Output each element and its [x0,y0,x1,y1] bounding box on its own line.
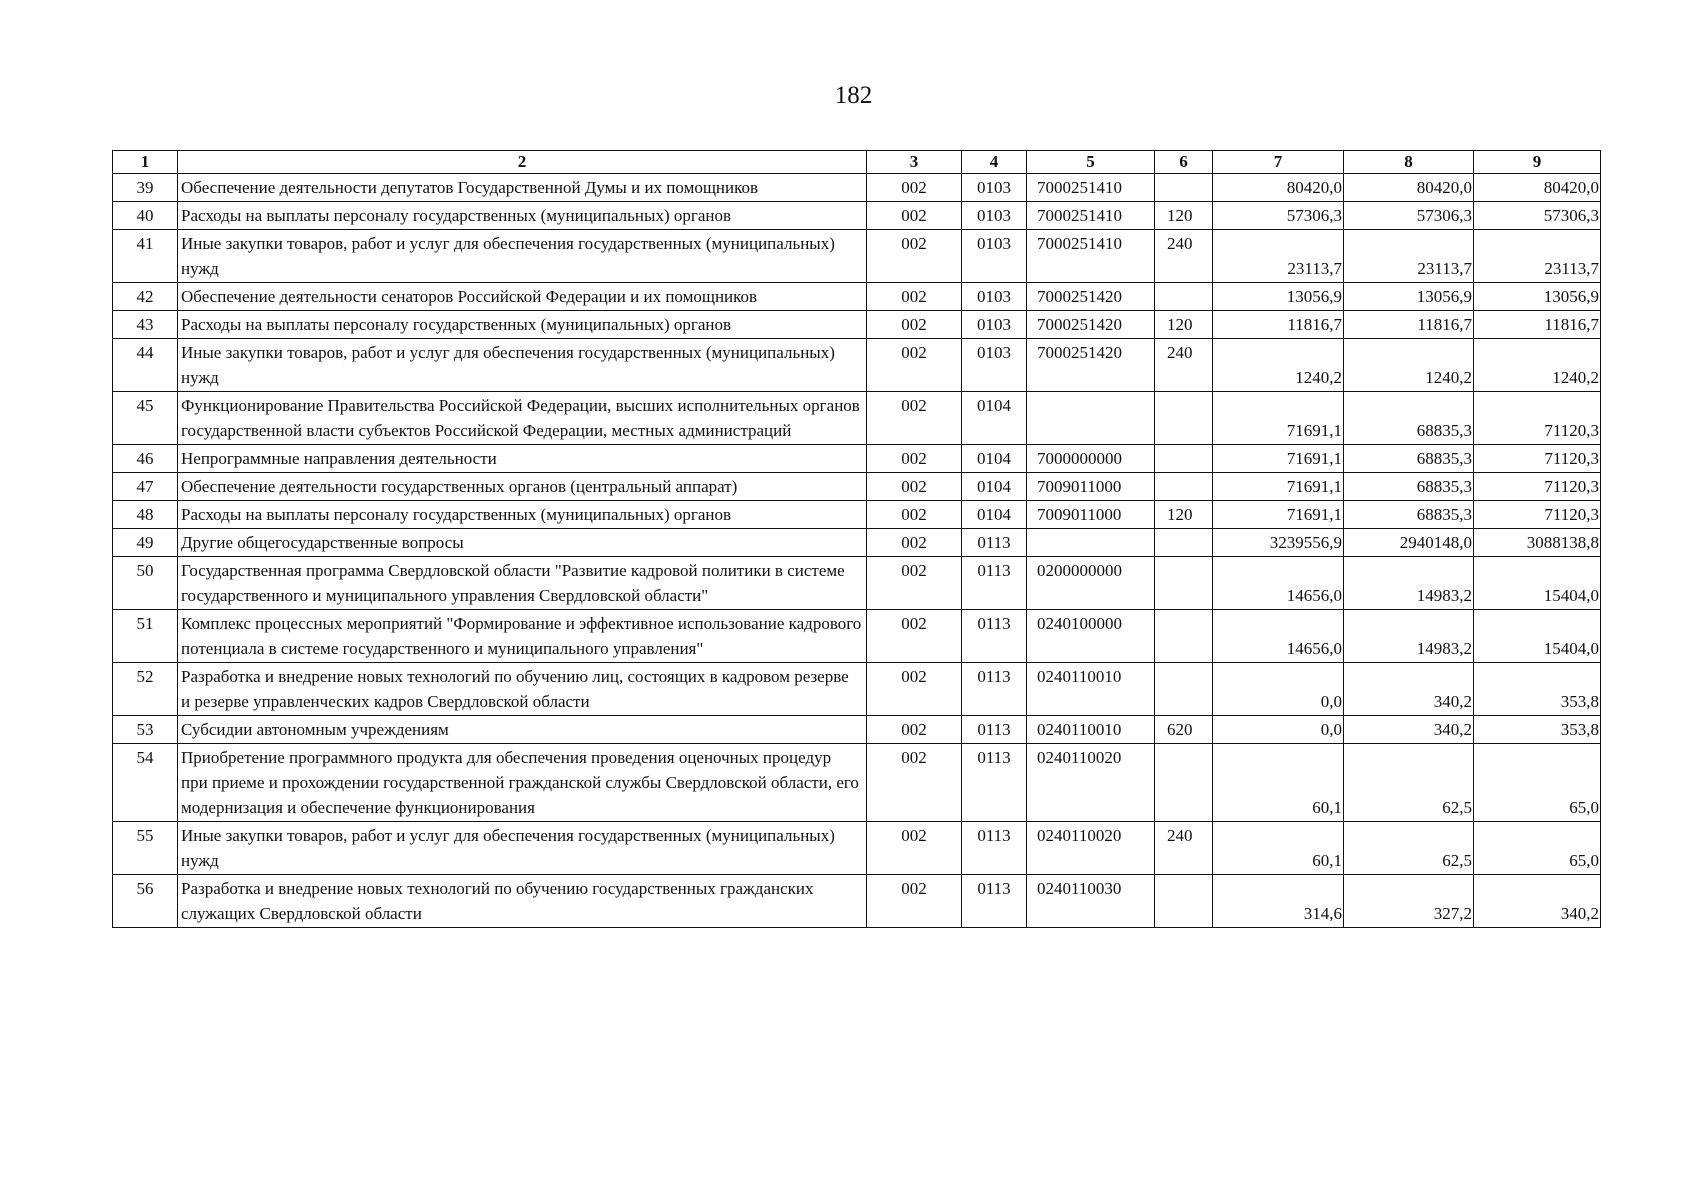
table-row [113,501,1601,529]
row-amount-3: 65,0 [1474,744,1601,822]
row-description: Разработка и внедрение новых технологий по обучению лиц, состоящих в кадровом резерве и резерве управленческих кадров Свердловской области [178,663,867,716]
row-number: 56 [113,875,178,928]
row-amount-1: 71691,1 [1213,392,1344,445]
row-target-article: 0240110010 [1027,663,1155,716]
row-ministry-code: 002 [867,174,962,202]
header-col-2: 2 [178,151,867,174]
row-ministry-code: 002 [867,610,962,663]
row-amount-1: 71691,1 [1213,473,1344,501]
row-section-code: 0113 [962,744,1027,822]
row-number: 50 [113,557,178,610]
row-amount-3: 13056,9 [1474,283,1601,311]
row-amount-1: 71691,1 [1213,501,1344,529]
row-description: Комплекс процессных мероприятий "Формирование и эффективное использование кадрового потенциала в системе государственного и муниципального управления" [178,610,867,663]
row-expense-type [1155,744,1213,822]
row-amount-2: 14983,2 [1344,557,1474,610]
row-section-code: 0103 [962,202,1027,230]
header-col-3: 3 [867,151,962,174]
row-amount-3: 57306,3 [1474,202,1601,230]
row-section-code: 0103 [962,339,1027,392]
header-col-7: 7 [1213,151,1344,174]
header-col-8: 8 [1344,151,1474,174]
table-row [113,557,1601,610]
row-number: 51 [113,610,178,663]
row-ministry-code: 002 [867,339,962,392]
row-description: Другие общегосударственные вопросы [178,529,867,557]
row-target-article: 0240110010 [1027,716,1155,744]
row-expense-type [1155,557,1213,610]
row-expense-type [1155,392,1213,445]
row-number: 49 [113,529,178,557]
row-amount-1: 1240,2 [1213,339,1344,392]
row-ministry-code: 002 [867,501,962,529]
row-number: 48 [113,501,178,529]
row-amount-2: 340,2 [1344,716,1474,744]
row-amount-1: 14656,0 [1213,557,1344,610]
row-target-article: 7000000000 [1027,445,1155,473]
row-description: Приобретение программного продукта для обеспечения проведения оценочных процедур при приеме и прохождении государственной гражданской службы Свердловской области, его модернизация и обеспечение функционирования [178,744,867,822]
table-row [113,473,1601,501]
row-ministry-code: 002 [867,230,962,283]
row-expense-type [1155,473,1213,501]
row-description: Иные закупки товаров, работ и услуг для обеспечения государственных (муниципальных) нужд [178,339,867,392]
row-target-article: 0240110020 [1027,744,1155,822]
row-section-code: 0113 [962,610,1027,663]
row-section-code: 0113 [962,822,1027,875]
row-amount-2: 68835,3 [1344,445,1474,473]
row-amount-2: 68835,3 [1344,473,1474,501]
row-ministry-code: 002 [867,473,962,501]
row-expense-type: 240 [1155,822,1213,875]
row-section-code: 0103 [962,311,1027,339]
row-amount-2: 13056,9 [1344,283,1474,311]
row-expense-type: 120 [1155,311,1213,339]
row-ministry-code: 002 [867,822,962,875]
row-amount-1: 0,0 [1213,716,1344,744]
row-ministry-code: 002 [867,557,962,610]
table-row [113,283,1601,311]
row-amount-3: 15404,0 [1474,557,1601,610]
budget-table [112,150,1601,928]
row-amount-3: 1240,2 [1474,339,1601,392]
row-description: Обеспечение деятельности государственных органов (центральный аппарат) [178,473,867,501]
row-amount-2: 327,2 [1344,875,1474,928]
row-section-code: 0113 [962,663,1027,716]
row-description: Обеспечение деятельности сенаторов Российской Федерации и их помощников [178,283,867,311]
table-row [113,822,1601,875]
row-description: Расходы на выплаты персоналу государственных (муниципальных) органов [178,202,867,230]
row-amount-3: 353,8 [1474,663,1601,716]
row-amount-2: 68835,3 [1344,392,1474,445]
row-expense-type [1155,529,1213,557]
row-expense-type: 240 [1155,339,1213,392]
row-amount-2: 57306,3 [1344,202,1474,230]
row-expense-type: 620 [1155,716,1213,744]
table-row [113,311,1601,339]
row-amount-2: 23113,7 [1344,230,1474,283]
row-expense-type [1155,663,1213,716]
row-target-article: 7000251420 [1027,339,1155,392]
row-amount-1: 314,6 [1213,875,1344,928]
row-amount-3: 71120,3 [1474,501,1601,529]
row-description: Иные закупки товаров, работ и услуг для обеспечения государственных (муниципальных) нужд [178,822,867,875]
row-number: 40 [113,202,178,230]
row-target-article: 0240110020 [1027,822,1155,875]
table-row [113,875,1601,928]
row-expense-type [1155,610,1213,663]
row-amount-3: 80420,0 [1474,174,1601,202]
row-number: 43 [113,311,178,339]
row-amount-2: 11816,7 [1344,311,1474,339]
row-amount-3: 3088138,8 [1474,529,1601,557]
row-expense-type [1155,283,1213,311]
row-ministry-code: 002 [867,529,962,557]
row-amount-2: 80420,0 [1344,174,1474,202]
table-row [113,230,1601,283]
row-amount-3: 353,8 [1474,716,1601,744]
row-number: 39 [113,174,178,202]
row-ministry-code: 002 [867,283,962,311]
row-amount-1: 60,1 [1213,822,1344,875]
row-description: Расходы на выплаты персоналу государственных (муниципальных) органов [178,311,867,339]
table-row [113,202,1601,230]
row-number: 44 [113,339,178,392]
row-number: 41 [113,230,178,283]
header-row [113,151,1601,174]
row-number: 45 [113,392,178,445]
row-amount-1: 14656,0 [1213,610,1344,663]
header-col-5: 5 [1027,151,1155,174]
row-expense-type: 120 [1155,501,1213,529]
row-amount-2: 14983,2 [1344,610,1474,663]
row-amount-1: 13056,9 [1213,283,1344,311]
row-amount-1: 23113,7 [1213,230,1344,283]
row-amount-1: 3239556,9 [1213,529,1344,557]
row-section-code: 0104 [962,445,1027,473]
table-row [113,392,1601,445]
row-ministry-code: 002 [867,311,962,339]
row-description: Обеспечение деятельности депутатов Государственной Думы и их помощников [178,174,867,202]
row-section-code: 0113 [962,529,1027,557]
table-row [113,174,1601,202]
table-row [113,610,1601,663]
row-amount-3: 71120,3 [1474,392,1601,445]
row-amount-1: 11816,7 [1213,311,1344,339]
row-amount-1: 80420,0 [1213,174,1344,202]
row-amount-1: 71691,1 [1213,445,1344,473]
row-ministry-code: 002 [867,392,962,445]
row-number: 46 [113,445,178,473]
header-col-4: 4 [962,151,1027,174]
row-target-article: 0240100000 [1027,610,1155,663]
row-amount-3: 15404,0 [1474,610,1601,663]
row-amount-3: 71120,3 [1474,445,1601,473]
row-target-article: 7000251420 [1027,311,1155,339]
row-target-article: 7009011000 [1027,473,1155,501]
row-description: Субсидии автономным учреждениям [178,716,867,744]
row-expense-type: 120 [1155,202,1213,230]
table-row [113,663,1601,716]
row-amount-1: 57306,3 [1213,202,1344,230]
row-expense-type [1155,174,1213,202]
row-ministry-code: 002 [867,663,962,716]
row-section-code: 0104 [962,473,1027,501]
row-target-article: 7000251410 [1027,230,1155,283]
row-description: Государственная программа Свердловской области "Развитие кадровой политики в системе государственного и муниципального управления Свердловской области" [178,557,867,610]
row-target-article: 7000251410 [1027,202,1155,230]
row-ministry-code: 002 [867,716,962,744]
row-target-article [1027,392,1155,445]
row-amount-1: 60,1 [1213,744,1344,822]
row-number: 55 [113,822,178,875]
table-row [113,339,1601,392]
row-number: 52 [113,663,178,716]
row-number: 53 [113,716,178,744]
row-ministry-code: 002 [867,744,962,822]
row-amount-2: 1240,2 [1344,339,1474,392]
row-section-code: 0104 [962,501,1027,529]
row-amount-3: 340,2 [1474,875,1601,928]
row-target-article [1027,529,1155,557]
header-col-1: 1 [113,151,178,174]
row-amount-1: 0,0 [1213,663,1344,716]
row-description: Расходы на выплаты персоналу государственных (муниципальных) органов [178,501,867,529]
row-section-code: 0113 [962,716,1027,744]
row-section-code: 0104 [962,392,1027,445]
row-ministry-code: 002 [867,445,962,473]
row-target-article: 7000251420 [1027,283,1155,311]
row-target-article: 0200000000 [1027,557,1155,610]
table-row [113,445,1601,473]
row-number: 54 [113,744,178,822]
row-section-code: 0113 [962,875,1027,928]
row-amount-2: 340,2 [1344,663,1474,716]
row-number: 42 [113,283,178,311]
row-number: 47 [113,473,178,501]
row-amount-3: 23113,7 [1474,230,1601,283]
row-ministry-code: 002 [867,875,962,928]
header-col-6: 6 [1155,151,1213,174]
row-ministry-code: 002 [867,202,962,230]
row-amount-3: 11816,7 [1474,311,1601,339]
row-description: Разработка и внедрение новых технологий по обучению государственных гражданских служащих Свердловской области [178,875,867,928]
page-number: 182 [834,82,873,109]
row-target-article: 0240110030 [1027,875,1155,928]
row-target-article: 7000251410 [1027,174,1155,202]
row-amount-2: 68835,3 [1344,501,1474,529]
table-row [113,716,1601,744]
row-section-code: 0103 [962,230,1027,283]
row-expense-type [1155,445,1213,473]
row-amount-2: 62,5 [1344,822,1474,875]
table-row [113,529,1601,557]
row-expense-type [1155,875,1213,928]
row-description: Непрограммные направления деятельности [178,445,867,473]
row-amount-3: 65,0 [1474,822,1601,875]
row-description: Иные закупки товаров, работ и услуг для обеспечения государственных (муниципальных) нужд [178,230,867,283]
row-section-code: 0103 [962,283,1027,311]
table-body [113,174,1601,928]
header-col-9: 9 [1474,151,1601,174]
row-description: Функционирование Правительства Российской Федерации, высших исполнительных органов государственной власти субъектов Российской Федерации, местных администраций [178,392,867,445]
row-target-article: 7009011000 [1027,501,1155,529]
row-section-code: 0103 [962,174,1027,202]
table-row [113,744,1601,822]
row-amount-3: 71120,3 [1474,473,1601,501]
row-expense-type: 240 [1155,230,1213,283]
row-amount-2: 62,5 [1344,744,1474,822]
row-amount-2: 2940148,0 [1344,529,1474,557]
row-section-code: 0113 [962,557,1027,610]
